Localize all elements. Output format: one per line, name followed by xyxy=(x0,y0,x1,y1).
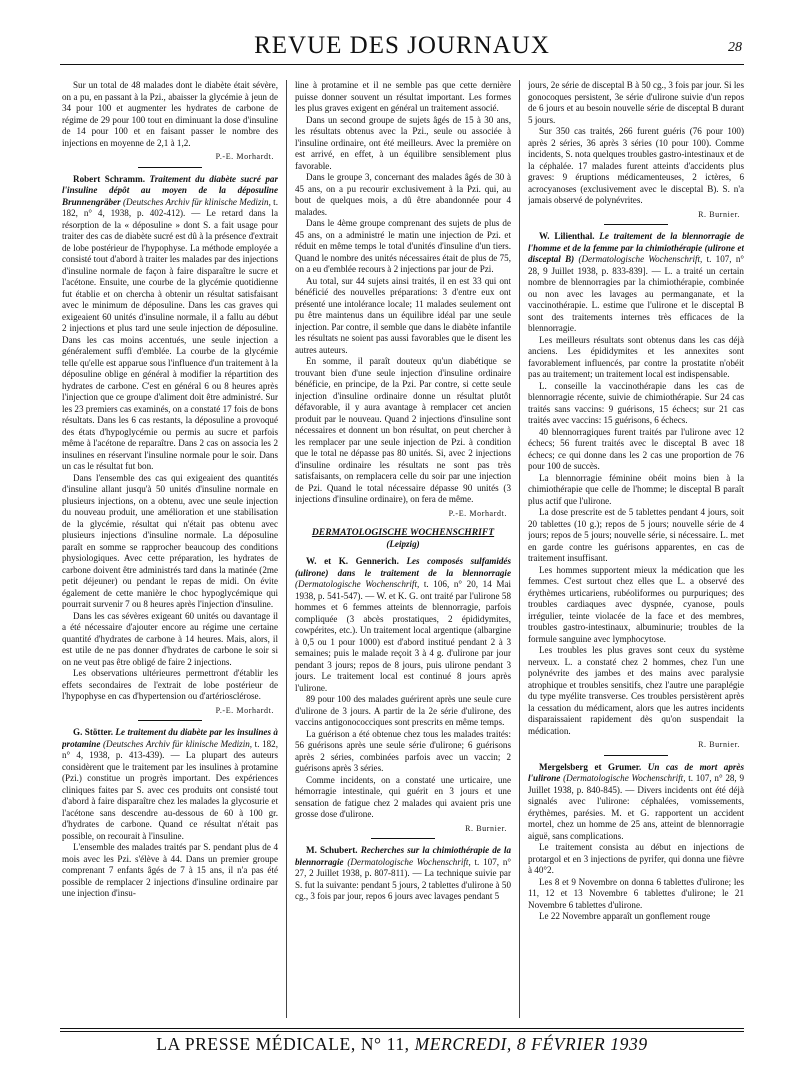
page-footer xyxy=(60,1028,744,1054)
article-title: Le traitement de la blennorragie de l'homme et de la femme par la chimiothérapie (ulirone et disceptal B) xyxy=(528,231,744,264)
separator xyxy=(371,838,435,839)
signature: R. Burnier. xyxy=(465,823,507,833)
paragraph: L'ensemble des malades traités par S. pendant plus de 4 mois avec les Pzi. s'élève à 44. Dans un premier groupe comprenant 7 enfants âgés de 7 à 15 ans, il n'a pas été possible de remplacer 2 injections d'insuline ordinaire par une injection d'insu- xyxy=(62,842,278,898)
article-reference: t. 107, n° 28, 9 Juillet 1938, p. 833-839]. — xyxy=(528,254,744,276)
separator xyxy=(138,720,202,721)
article-reference: t. 107, n° 27, 2 Juillet 1938, p. 807-811). — xyxy=(295,856,511,878)
article-text: L. a traité un certain nombre de blennorragies par la chimiothérapie, combinée ou non avec les lavages au permanganate, et la vaccinothérapie. L. estime que l'ulirone et le disceptal B sont des traitements internes très efficaces de la blennorragie. xyxy=(528,265,744,333)
paragraph: Dans le 4ème groupe comprenant des sujets de plus de 45 ans, on a administré le matin une injection de Pzi. et réduit en même temps le total d'unités d'insuline d'un tiers. Quand le nombre des unités nécessaires était de plus de 75, on a eu d'emblée recours à 2 injections par jour de Pzi. xyxy=(295,218,511,274)
paragraph: jours, 2e série de disceptal B à 50 cg., 3 fois par jour. Si les gonocoques persistent, 3e série d'ulirone suivie d'un repos de 6 jours et au besoin nouvelle série de disceptal B durant 5 jours. xyxy=(528,80,744,125)
article-author: G. Stötter. xyxy=(73,727,113,737)
journal-title: REVUE DES JOURNAUX xyxy=(254,32,550,59)
paragraph: Comme incidents, on a constaté une urticaire, une hémorragie intestinale, qui guérit en 3 jours et une sensation de fatigue chez 2 malades qui avaient pris une grosse dose d'ulirone. xyxy=(295,774,511,819)
paragraph: Dans l'ensemble des cas qui exigeaient des quantités d'insuline allant jusqu'à 50 unités d'insuline normale en plusieurs injections, on a obtenu, avec une seule injection du nouveau produit, une amélioration et une stabilisation de la glycémie, résultat qui n'était pas obtenu avec plusieurs injections d'insuline normale. La déposuline paraît en somme se rapprocher beaucoup des conditions physiologiques. Avec cette préparation, les hydrates de carbone doivent être administrés tard dans la matinée (2me petit déjeuner) ou pendant le repas de midi. On évite également de cette manière le choc hypoglycémique qui pourrait survenir 7 ou 8 heures après l'injection d'insuline. xyxy=(62,472,278,609)
article-reference: t. 106, n° 20, 14 Mai 1938, p. 541-547). — xyxy=(295,579,511,601)
signature: P.-E. Morhardt. xyxy=(215,152,274,161)
page-header xyxy=(62,30,742,64)
paragraph: Dans un second groupe de sujets âgés de 15 à 30 ans, les résultats obtenus avec la Pzi., seule ou associée à l'insuline ordinaire, ont été meilleurs. Avec la première on est arrivé, en effet, à un équilibre sensiblement plus favorable. xyxy=(295,114,511,171)
article-text: La plupart des auteurs considèrent que le traitement par les insulines à protamine (Pzi.) constitue un progrès important. Des expériences cliniques faites par S. avec ces produits ont consisté tout d'abord à faire disparaître chez les malades la glycosurie et l'acétone sans descendre au-dessous de 60 à 100 gr. d'hydrates de carbone. Quand ce résultat n'était pas possible, on recourait à l'insuline. xyxy=(62,750,278,841)
signature: P.-E. Morhardt. xyxy=(215,705,274,715)
article-lilienthal xyxy=(528,231,744,335)
article-title: Les composés sulfamidés (ulirone) dans le traitement de la blennorragie xyxy=(295,556,511,578)
article-author: Mergelsberg et Grumer. xyxy=(539,761,642,772)
footer-text xyxy=(60,1034,744,1055)
paragraph: Les meilleurs résultats sont obtenus dans les cas déjà anciens. Les épididymites et les annexites sont favorablement influencés, par contre la prostatite n'obéit pas au traitement; un traitement local est indispensable. xyxy=(528,334,744,379)
footer-rule xyxy=(60,1031,744,1032)
article-text: W. et K. G. ont traité par l'ulirone 58 hommes et 6 femmes atteints de blennorragie, parfois compliquée (3 abcès prostatiques, 2 épididymites, cowpérites, etc.). Un traitement local argentique (albargine à 0,5 ou 1 pour 1000) est d'abord institué pendant 2 à 3 semaines; puis le malade reçoit 3 à 4 g. d'ulirone par jour pendant 3 jours; repos de 8 jours, puis ulirone pendant 3 jours. Le traitement local est continué 8 jours après l'ulirone. xyxy=(295,590,511,693)
article-schubert xyxy=(295,845,511,903)
footer-publication: LA PRESSE MÉDICALE, xyxy=(156,1034,361,1054)
paragraph: Au total, sur 44 sujets ainsi traités, il en est 33 qui ont bénéficié des nouvelles préparations: 3 d'entre eux ont présenté une intolérance locale; 11 malades seulement ont pu être maintenus dans un équilibre idéal par une seule injection. Par contre, il semble que dans le diabète infantile les résultats ne soient pas aussi favorables que le disent les autres auteurs. xyxy=(295,275,511,355)
section-heading: DERMATOLOGISCHE WOCHENSCHRIFT xyxy=(311,527,495,538)
article-source: (Dermatologische Wochenschrift, xyxy=(563,773,686,783)
article-text: Divers incidents ont été déjà signalés avec l'ulirone: céphalées, vomissements, érythèmes, parésies. M. et G. rapportent un accident mortel, chez un homme de 25 ans, atteint de blennorragie aiguë, sans complications. xyxy=(528,784,744,841)
paragraph: Le traitement consista au début en injections de protargol et en 3 injections de pyrifer, qui donna une fièvre à 40°2. xyxy=(528,842,744,875)
article-author: W. Lilienthal. xyxy=(539,231,595,241)
signature: P.-E. Morhardt. xyxy=(448,508,507,518)
header-rule xyxy=(60,64,744,65)
paragraph: La guérison a été obtenue chez tous les malades traités: 56 guérisons après une seule série d'ulirone; 6 guérisons après 2 séries, combinées parfois avec un vaccin; 2 guérisons après 3 séries. xyxy=(295,728,511,773)
signature: R. Burnier. xyxy=(698,209,740,219)
separator xyxy=(604,224,668,225)
article-title: Traitement du diabète sucré par l'insuline dépôt au moyen de la déposuline Brunnengräber xyxy=(62,173,278,207)
separator xyxy=(604,755,668,756)
paragraph: Les observations ultérieures permettront d'établir les effets secondaires de l'extrait de lobe postérieur de l'hypophyse en cas d'hypertension ou d'artériosclérose. xyxy=(62,668,278,701)
article-source: (Dermatologische Wochenschrift, xyxy=(295,579,420,589)
paragraph: L. conseille la vaccinothérapie dans les cas de blennorragie récente, suivie de chimiothérapie. Sur 24 cas traités sans vaccins: 9 guérisons, 15 échecs; sur 21 cas traités avec vaccins: 15 guérisons, 6 échecs. xyxy=(528,380,744,425)
section-subheading: (Leipzig) xyxy=(386,538,420,549)
column-2 xyxy=(295,80,511,1020)
article-source: (Dermatologische Wochenschrift, xyxy=(347,856,471,867)
article-reference: t. 182, n° 4, 1938, p. 413-439). — xyxy=(62,738,278,760)
article-author: W. et K. Gennerich. xyxy=(306,556,399,566)
column-1 xyxy=(62,80,278,1020)
paragraph: Dans le groupe 3, concernant des malades âgés de 30 à 45 ans, on a pu recourir exclusivement à la Pzi. qui, au bout de quelques mois, a dû être abandonnée pour 4 malades. xyxy=(295,172,511,217)
separator xyxy=(138,167,202,168)
article-mergelsberg xyxy=(528,762,744,843)
paragraph: Dans les cas sévères exigeant 60 unités ou davantage il a été nécessaire d'ajouter encore au régime une certaine quantité d'hydrates de carbone à 14 heures. Mais, alors, il est utile de ne pas donner d'hydrates de carbone le soir si on ne veut pas être obligé de faire 2 injections. xyxy=(62,610,278,667)
article-author: M. Schubert. xyxy=(306,845,358,855)
paragraph: En somme, il paraît douteux qu'un diabétique se trouvant bien d'une seule injection d'insuline ordinaire bénéficie, en principe, de la Pzi. Par contre, si cette seule injection d'insuline ordinaire donne un résultat plutôt défavorable, il y aura avantage à remplacer cet ancien produit par le nouveau. Quand 2 injections d'insuline sont nécessaires et donnent un bon résultat, on peut chercher à les remplacer par une seule injection de Pzi. à condition que le total ne dépasse pas 80 unités. Si, avec 2 injections d'insuline ordinaire les résultats ne sont pas très satisfaisants, on remplacera celle du soir par une injection de Pzi. Quand le total nécessaire dépasse 90 unités (3 injections d'insuline ordinaire), on fera de même. xyxy=(295,356,511,504)
article-gennerich xyxy=(295,556,511,694)
paragraph: line à protamine et il ne semble pas que cette dernière puisse donner souvent un résultat important. Les formes les plus graves exigent en général un traitement associé. xyxy=(295,80,511,113)
article-reference: t. 182, n° 4, 1938, p. 402-412). — xyxy=(62,196,278,218)
article-title: Un cas de mort après l'ulirone xyxy=(528,761,744,783)
article-stotter xyxy=(62,727,278,842)
article-reference: t. 107, n° 28, 9 Juillet 1938, p. 840-845). — xyxy=(528,773,744,795)
paragraph: Les 8 et 9 Novembre on donna 6 tablettes d'ulirone; les 11, 12 et 13 Novembre 6 tablettes d'ulirone; le 21 Novembre 6 tablettes d'ulirone. xyxy=(528,876,744,910)
footer-issue: N° 11, xyxy=(360,1034,415,1054)
paragraph: Sur un total de 48 malades dont le diabète était sévère, on a pu, en passant à la Pzi., abaisser la glycémie à jeun de 34 pour 100 et augmenter les hydrates de carbone de régime de 29 pour 100 tout en diminuant la dose d'insuline de 14 pour 100 et en faisant passer le nombre des injections en moyenne de 2,1 à 1,2. xyxy=(62,80,278,148)
paragraph: La dose prescrite est de 5 tablettes pendant 4 jours, soit 20 tablettes (10 g.); repos de 5 jours; nouvelle série de 4 jours; repos de 5 jours; nouvelle série, si nécessaire. L. met en garde contre les guérisons apparentes, en cas de traitement insuffisant. xyxy=(528,507,744,563)
article-source: (Dermatologische Wochenschrift, xyxy=(578,254,703,264)
article-text: La technique suivie par S. fut la suivante: pendant 5 jours, 2 tablettes d'ulirone à 50 cg., 3 fois par jour, repos 6 jours avec lavages pendant 5 xyxy=(295,868,511,901)
article-title: Recherches sur la chimiothérapie de la blennorragie xyxy=(295,845,511,867)
paragraph: Les hommes supportent mieux la médication que les femmes. C'est surtout chez elles que L. a observé des érythèmes urticariens, rubéoliformes ou purpuriques; des troubles cardiaques avec dyspnée, cyanose, pouls irrégulier, teinte violacée de la face et des membres, troubles gastro-intestinaux, albuminurie; troubles de la formule sanguine avec lymphocytose. xyxy=(528,564,744,644)
paragraph: 40 blennorragiques furent traités par l'ulirone avec 12 échecs; 56 furent traités avec le disceptal B avec 18 échecs; ce qui donne dans les 2 cas une proportion de 76 pour 100 de succès. xyxy=(528,426,744,471)
column-divider xyxy=(519,80,520,1018)
column-divider xyxy=(286,80,287,1018)
article-schramm xyxy=(62,174,278,473)
footer-rule xyxy=(60,1028,744,1029)
article-source: (Deutsches Archiv für klinische Medizin, xyxy=(122,196,271,207)
article-author: Robert Schramm. xyxy=(73,173,145,184)
paragraph: La blennorragie féminine obéit moins bien à la chimiothérapie que celle de l'homme; le disceptal B paraît plus actif que l'ulirone. xyxy=(528,472,744,506)
article-title: Le traitement du diabète par les insulines à protamine xyxy=(62,727,278,749)
footer-date: MERCREDI, 8 FÉVRIER 1939 xyxy=(414,1034,648,1054)
paragraph: 89 pour 100 des malades guérirent après une seule cure d'ulirone de 3 jours. A partir de la 2e série d'ulirone, des vaccins antigonococciques sont prescrits en même temps. xyxy=(295,694,511,727)
signature: R. Burnier. xyxy=(698,740,740,749)
paragraph: Le 22 Novembre apparaît un gonflement rouge xyxy=(539,911,711,921)
article-source: (Deutsches Archiv für klinische Medizin, xyxy=(103,738,253,749)
column-3 xyxy=(528,80,744,1020)
paragraph: Sur 350 cas traités, 266 furent guéris (76 pour 100) après 2 séries, 36 après 3 séries (10 pour 100). Comme incidents, S. nota quelques troubles gastro-intestinaux et de la céphalée. 17 malades furent atteints d'accidents plus graves: 9 éruptions médicamenteuses, 2 ictères, 6 acrocyanoses (exclusivement avec le disceptal B). S. n'a jamais observé de polynévrites. xyxy=(528,126,744,205)
paragraph: Les troubles les plus graves sont ceux du système nerveux. L. a constaté chez 2 hommes, chez l'un une polynévrite des jambes et des mains avec paralysie atrophique et troubles sensitifs, chez l'autre une paraplégie du type myélite transverse. Ces troubles persistèrent après la cessation du médicament, alors que les autres incidents disparaissaient rapidement dès qu'on suspendait la médication. xyxy=(528,645,744,736)
article-text: Le retard dans la résorption de la « déposuline » dont S. a fait usage pour traiter des cas de diabète sucré est dû à la présence d'extrait de lobe postérieur de l'hypophyse. La méthode employée a consisté tout d'abord à traiter les malades par des injections d'insuline normale de façon à faire disparaître le sucre et l'acétone. Ensuite, une courbe de la glycémie quotidienne fut établie et on chercha à obtenir un résultat satisfaisant avec le minimum de déposuline. Dans les cas graves qui exigeaient 60 unités d'insuline normale, il a fallu au début 2 injections et plus tard une seule injection de déposuline. Dans les cas moins accentués, une seule injection a généralement suffi d'emblée. La courbe de la glycémie telle qu'elle est apparue sous l'influence d'un traitement à la déposuline oblige en général à modifier la répartition des hydrates de carbone. C'est en général 6 ou 8 heures après l'injection que ce groupe d'aliment doit être administré. Sur les 23 premiers cas examinés, on a constaté 17 fois de bons résultats. Dans les 6 cas restants, la déposuline a provoqué des états d'hypoglycémie ou permis au sucre et parfois même à l'acétone de reparaître. Dans 2 cas on associa les 2 insulines en réservant l'insuline normale pour le soir. Dans un cas le résultat fut bon. xyxy=(62,208,278,471)
page-number: 28 xyxy=(728,40,742,55)
